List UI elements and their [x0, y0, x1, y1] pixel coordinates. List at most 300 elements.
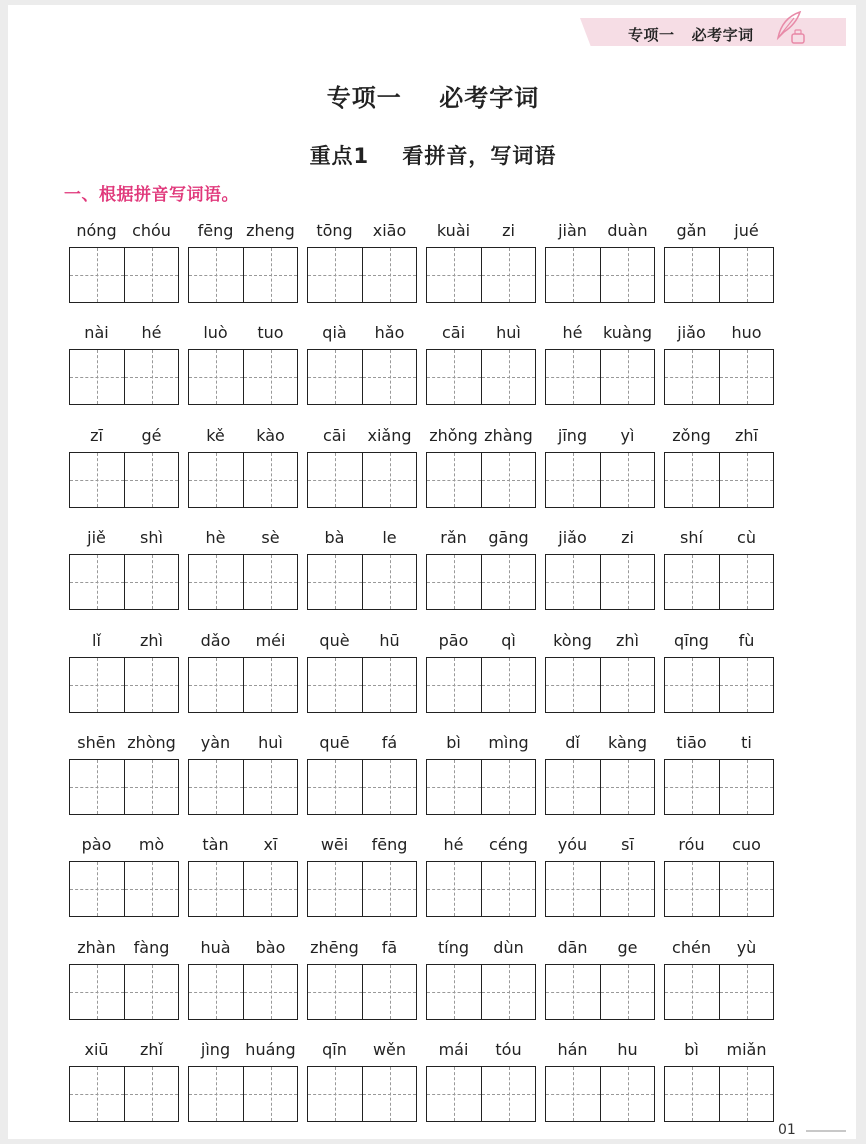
character-box[interactable] [362, 1067, 416, 1121]
pinyin-syllable: fù [738, 631, 755, 650]
pinyin-row [545, 1040, 655, 1064]
pinyin-syllable: zhàn [77, 938, 116, 957]
guide-line-vertical [271, 965, 272, 1019]
word-item [307, 938, 417, 1024]
pinyin-row [69, 938, 179, 962]
writing-boxes[interactable] [426, 247, 536, 303]
character-box[interactable] [665, 965, 719, 1019]
writing-boxes[interactable] [307, 554, 417, 610]
pinyin-row [664, 733, 774, 757]
guide-line-vertical [747, 248, 748, 302]
pinyin-row [664, 938, 774, 962]
writing-boxes[interactable] [307, 349, 417, 405]
guide-line-vertical [628, 248, 629, 302]
pinyin-syllable: zhēng [310, 938, 359, 957]
writing-boxes[interactable] [545, 657, 655, 713]
writing-boxes[interactable] [188, 861, 298, 917]
writing-boxes[interactable] [69, 657, 179, 713]
character-box[interactable] [362, 453, 416, 507]
writing-boxes[interactable] [664, 1066, 774, 1122]
character-box[interactable] [70, 555, 124, 609]
guide-line-vertical [573, 1067, 574, 1121]
writing-boxes[interactable] [307, 964, 417, 1020]
pinyin-row [188, 938, 298, 962]
pinyin-syllable: xiū [84, 1040, 109, 1059]
writing-boxes[interactable] [307, 657, 417, 713]
character-box[interactable] [243, 350, 297, 404]
guide-line-vertical [747, 350, 748, 404]
character-box[interactable] [70, 862, 124, 916]
character-box[interactable] [665, 862, 719, 916]
guide-line-vertical [628, 658, 629, 712]
character-box[interactable] [427, 453, 481, 507]
pinyin-syllable: dān [557, 938, 588, 957]
character-box[interactable] [665, 1067, 719, 1121]
writing-boxes[interactable] [188, 247, 298, 303]
character-box[interactable] [481, 658, 535, 712]
character-box[interactable] [546, 862, 600, 916]
writing-boxes[interactable] [69, 349, 179, 405]
writing-boxes[interactable] [307, 452, 417, 508]
character-box[interactable] [124, 760, 178, 814]
guide-line-vertical [454, 862, 455, 916]
character-box[interactable] [124, 658, 178, 712]
pinyin-syllable: kàng [607, 733, 648, 752]
guide-line-vertical [692, 760, 693, 814]
guide-line-vertical [335, 965, 336, 1019]
guide-line-vertical [390, 350, 391, 404]
character-box[interactable] [308, 1067, 362, 1121]
writing-boxes[interactable] [545, 759, 655, 815]
pinyin-syllable: pāo [438, 631, 469, 650]
character-box[interactable] [719, 1067, 773, 1121]
guide-line-vertical [692, 350, 693, 404]
character-box[interactable] [665, 555, 719, 609]
pinyin-syllable: xiǎng [367, 426, 412, 445]
guide-line-vertical [390, 965, 391, 1019]
guide-line-vertical [335, 862, 336, 916]
pinyin-row [664, 1040, 774, 1064]
word-item [426, 323, 536, 409]
pinyin-row [69, 426, 179, 450]
pinyin-row [426, 1040, 536, 1064]
character-box[interactable] [427, 1067, 481, 1121]
character-box[interactable] [362, 760, 416, 814]
word-item [188, 835, 298, 921]
guide-line-vertical [216, 658, 217, 712]
character-box[interactable] [70, 350, 124, 404]
pinyin-syllable: le [382, 528, 397, 547]
writing-boxes[interactable] [664, 247, 774, 303]
writing-boxes[interactable] [307, 247, 417, 303]
pinyin-row [69, 733, 179, 757]
writing-boxes[interactable] [188, 349, 298, 405]
character-box[interactable] [600, 350, 654, 404]
writing-boxes[interactable] [426, 1066, 536, 1122]
exercise-instruction: 一、根据拼音写词语。 [64, 185, 239, 205]
character-box[interactable] [124, 1067, 178, 1121]
pinyin-row [664, 426, 774, 450]
character-box[interactable] [600, 1067, 654, 1121]
word-item [426, 631, 536, 717]
character-box[interactable] [427, 760, 481, 814]
guide-line-vertical [97, 555, 98, 609]
guide-line-vertical [97, 350, 98, 404]
guide-line-vertical [628, 965, 629, 1019]
word-item [664, 631, 774, 717]
writing-boxes[interactable] [545, 1066, 655, 1122]
word-item [426, 1040, 536, 1126]
pinyin-syllable: cuo [732, 835, 761, 854]
character-box[interactable] [665, 453, 719, 507]
writing-boxes[interactable] [188, 964, 298, 1020]
character-box[interactable] [481, 555, 535, 609]
writing-boxes[interactable] [426, 657, 536, 713]
pinyin-syllable: fā [381, 938, 398, 957]
pinyin-syllable: huì [258, 733, 283, 752]
guide-line-vertical [390, 555, 391, 609]
guide-line-vertical [152, 760, 153, 814]
character-box[interactable] [481, 248, 535, 302]
pinyin-row [69, 631, 179, 655]
character-box[interactable] [189, 248, 243, 302]
character-box[interactable] [308, 555, 362, 609]
character-box[interactable] [481, 862, 535, 916]
character-box[interactable] [308, 350, 362, 404]
pinyin-row [307, 323, 417, 347]
character-box[interactable] [600, 248, 654, 302]
pinyin-syllable: zhǐ [140, 1040, 163, 1059]
character-box[interactable] [719, 350, 773, 404]
writing-boxes[interactable] [426, 964, 536, 1020]
pinyin-syllable: yù [736, 938, 757, 957]
pinyin-row [307, 1040, 417, 1064]
character-box[interactable] [719, 555, 773, 609]
character-box[interactable] [243, 1067, 297, 1121]
writing-boxes[interactable] [188, 1066, 298, 1122]
guide-line-vertical [97, 1067, 98, 1121]
guide-line-vertical [628, 555, 629, 609]
word-item [426, 221, 536, 307]
character-box[interactable] [427, 658, 481, 712]
word-item [664, 1040, 774, 1126]
word-item [188, 323, 298, 409]
pinyin-syllable: sī [621, 835, 634, 854]
writing-boxes[interactable] [426, 349, 536, 405]
character-box[interactable] [124, 965, 178, 1019]
writing-boxes[interactable] [664, 554, 774, 610]
writing-boxes[interactable] [307, 759, 417, 815]
guide-line-vertical [454, 965, 455, 1019]
guide-line-vertical [335, 658, 336, 712]
writing-boxes[interactable] [188, 554, 298, 610]
writing-boxes[interactable] [664, 349, 774, 405]
guide-line-vertical [573, 760, 574, 814]
character-box[interactable] [427, 965, 481, 1019]
writing-boxes[interactable] [545, 247, 655, 303]
character-box[interactable] [308, 965, 362, 1019]
character-box[interactable] [719, 760, 773, 814]
writing-boxes[interactable] [69, 861, 179, 917]
character-box[interactable] [362, 555, 416, 609]
guide-line-vertical [509, 760, 510, 814]
character-box[interactable] [665, 350, 719, 404]
character-box[interactable] [124, 248, 178, 302]
word-item [664, 835, 774, 921]
pinyin-syllable: kào [256, 426, 285, 445]
writing-boxes[interactable] [188, 759, 298, 815]
page-number-rule [806, 1130, 846, 1132]
character-box[interactable] [189, 453, 243, 507]
pinyin-row [545, 938, 655, 962]
character-box[interactable] [600, 760, 654, 814]
character-box[interactable] [546, 453, 600, 507]
guide-line-vertical [216, 862, 217, 916]
character-box[interactable] [70, 248, 124, 302]
word-item [188, 426, 298, 512]
writing-boxes[interactable] [307, 1066, 417, 1122]
pinyin-syllable: hé [141, 323, 162, 342]
pinyin-syllable: shí [680, 528, 703, 547]
guide-line-vertical [747, 658, 748, 712]
character-box[interactable] [189, 862, 243, 916]
character-box[interactable] [546, 350, 600, 404]
character-box[interactable] [600, 862, 654, 916]
pinyin-syllable: qīn [322, 1040, 347, 1059]
guide-line-vertical [390, 862, 391, 916]
word-item [545, 221, 655, 307]
word-item [545, 1040, 655, 1126]
writing-boxes[interactable] [188, 452, 298, 508]
writing-boxes[interactable] [426, 452, 536, 508]
character-box[interactable] [481, 350, 535, 404]
guide-line-vertical [747, 555, 748, 609]
character-box[interactable] [546, 658, 600, 712]
writing-boxes[interactable] [545, 452, 655, 508]
character-box[interactable] [600, 658, 654, 712]
pinyin-row [426, 835, 536, 859]
pinyin-syllable: hé [443, 835, 464, 854]
pinyin-syllable: rǎn [440, 528, 467, 547]
character-box[interactable] [719, 248, 773, 302]
character-box[interactable] [362, 350, 416, 404]
pinyin-syllable: hé [562, 323, 583, 342]
writing-boxes[interactable] [545, 861, 655, 917]
pinyin-syllable: yàn [200, 733, 231, 752]
pinyin-syllable: dùn [493, 938, 524, 957]
writing-boxes[interactable] [69, 759, 179, 815]
character-box[interactable] [189, 555, 243, 609]
character-box[interactable] [308, 453, 362, 507]
character-box[interactable] [308, 862, 362, 916]
character-box[interactable] [189, 1067, 243, 1121]
pinyin-row [69, 835, 179, 859]
writing-boxes[interactable] [545, 554, 655, 610]
character-box[interactable] [600, 965, 654, 1019]
character-box[interactable] [362, 965, 416, 1019]
character-box[interactable] [481, 1067, 535, 1121]
character-box[interactable] [243, 658, 297, 712]
guide-line-vertical [216, 760, 217, 814]
pinyin-row [545, 221, 655, 245]
guide-line-vertical [509, 350, 510, 404]
writing-boxes[interactable] [664, 861, 774, 917]
writing-boxes[interactable] [664, 657, 774, 713]
pinyin-row [69, 323, 179, 347]
character-box[interactable] [481, 760, 535, 814]
pinyin-row [426, 426, 536, 450]
character-box[interactable] [481, 453, 535, 507]
character-box[interactable] [308, 760, 362, 814]
character-box[interactable] [70, 965, 124, 1019]
character-box[interactable] [124, 453, 178, 507]
writing-boxes[interactable] [69, 554, 179, 610]
character-box[interactable] [70, 1067, 124, 1121]
character-box[interactable] [665, 760, 719, 814]
guide-line-vertical [152, 453, 153, 507]
character-box[interactable] [719, 965, 773, 1019]
word-item [188, 221, 298, 307]
character-box[interactable] [243, 248, 297, 302]
character-box[interactable] [243, 760, 297, 814]
character-box[interactable] [189, 965, 243, 1019]
pinyin-row [69, 528, 179, 552]
writing-boxes[interactable] [664, 759, 774, 815]
guide-line-vertical [628, 862, 629, 916]
writing-boxes[interactable] [545, 349, 655, 405]
character-box[interactable] [719, 862, 773, 916]
pinyin-row [664, 528, 774, 552]
writing-boxes[interactable] [69, 247, 179, 303]
writing-boxes[interactable] [664, 964, 774, 1020]
pinyin-row [664, 631, 774, 655]
guide-line-vertical [692, 965, 693, 1019]
pinyin-row [426, 733, 536, 757]
character-box[interactable] [243, 555, 297, 609]
pinyin-syllable: kuài [436, 221, 471, 240]
character-box[interactable] [70, 658, 124, 712]
writing-boxes[interactable] [69, 964, 179, 1020]
writing-boxes[interactable] [426, 554, 536, 610]
guide-line-vertical [454, 1067, 455, 1121]
character-box[interactable] [600, 453, 654, 507]
character-box[interactable] [189, 658, 243, 712]
character-box[interactable] [546, 760, 600, 814]
pinyin-syllable: luò [203, 323, 228, 342]
pinyin-syllable: dǎo [200, 631, 231, 650]
writing-boxes[interactable] [69, 1066, 179, 1122]
word-item [307, 1040, 417, 1126]
character-box[interactable] [70, 760, 124, 814]
character-box[interactable] [427, 248, 481, 302]
character-box[interactable] [665, 658, 719, 712]
character-box[interactable] [189, 350, 243, 404]
pinyin-syllable: cāi [322, 426, 347, 445]
word-item [69, 733, 179, 819]
pinyin-row [188, 1040, 298, 1064]
pinyin-syllable: huáng [245, 1040, 296, 1059]
character-box[interactable] [481, 965, 535, 1019]
writing-boxes[interactable] [426, 861, 536, 917]
pinyin-syllable: què [319, 631, 350, 650]
character-box[interactable] [243, 965, 297, 1019]
pinyin-syllable: xiāo [372, 221, 407, 240]
pinyin-syllable: gǎn [676, 221, 707, 240]
guide-line-vertical [97, 760, 98, 814]
character-box[interactable] [427, 350, 481, 404]
word-item [545, 733, 655, 819]
pinyin-syllable: dǐ [565, 733, 580, 752]
character-box[interactable] [665, 248, 719, 302]
character-box[interactable] [243, 862, 297, 916]
pinyin-syllable: bào [255, 938, 286, 957]
writing-boxes[interactable] [188, 657, 298, 713]
guide-line-vertical [454, 248, 455, 302]
guide-line-vertical [509, 248, 510, 302]
writing-boxes[interactable] [307, 861, 417, 917]
character-box[interactable] [719, 453, 773, 507]
writing-boxes[interactable] [664, 452, 774, 508]
pinyin-row [545, 528, 655, 552]
character-box[interactable] [546, 965, 600, 1019]
character-box[interactable] [124, 555, 178, 609]
pinyin-row [188, 733, 298, 757]
writing-boxes[interactable] [69, 452, 179, 508]
guide-line-vertical [692, 453, 693, 507]
character-box[interactable] [362, 862, 416, 916]
writing-boxes[interactable] [545, 964, 655, 1020]
character-box[interactable] [427, 862, 481, 916]
pinyin-syllable: jiě [87, 528, 106, 547]
pinyin-syllable: kě [206, 426, 225, 445]
pinyin-row [188, 221, 298, 245]
guide-line-vertical [216, 453, 217, 507]
pinyin-syllable: shì [140, 528, 163, 547]
character-box[interactable] [546, 555, 600, 609]
character-box[interactable] [308, 658, 362, 712]
word-item [664, 221, 774, 307]
pinyin-syllable: bà [324, 528, 345, 547]
pinyin-syllable: xī [263, 835, 278, 854]
character-box[interactable] [362, 248, 416, 302]
character-box[interactable] [189, 760, 243, 814]
writing-boxes[interactable] [426, 759, 536, 815]
word-item [664, 733, 774, 819]
pinyin-row [307, 528, 417, 552]
guide-line-vertical [509, 555, 510, 609]
character-box[interactable] [600, 555, 654, 609]
word-item [188, 631, 298, 717]
word-item [307, 835, 417, 921]
guide-line-vertical [390, 658, 391, 712]
character-box[interactable] [546, 248, 600, 302]
character-box[interactable] [362, 658, 416, 712]
character-box[interactable] [124, 350, 178, 404]
character-box[interactable] [124, 862, 178, 916]
guide-line-vertical [216, 555, 217, 609]
pinyin-row [307, 938, 417, 962]
character-box[interactable] [243, 453, 297, 507]
character-box[interactable] [427, 555, 481, 609]
guide-line-vertical [216, 350, 217, 404]
pinyin-syllable: ge [617, 938, 638, 957]
guide-line-vertical [573, 453, 574, 507]
character-box[interactable] [546, 1067, 600, 1121]
character-box[interactable] [70, 453, 124, 507]
character-box[interactable] [308, 248, 362, 302]
header-label: 专项一 必考字词 [628, 26, 754, 44]
character-box[interactable] [719, 658, 773, 712]
